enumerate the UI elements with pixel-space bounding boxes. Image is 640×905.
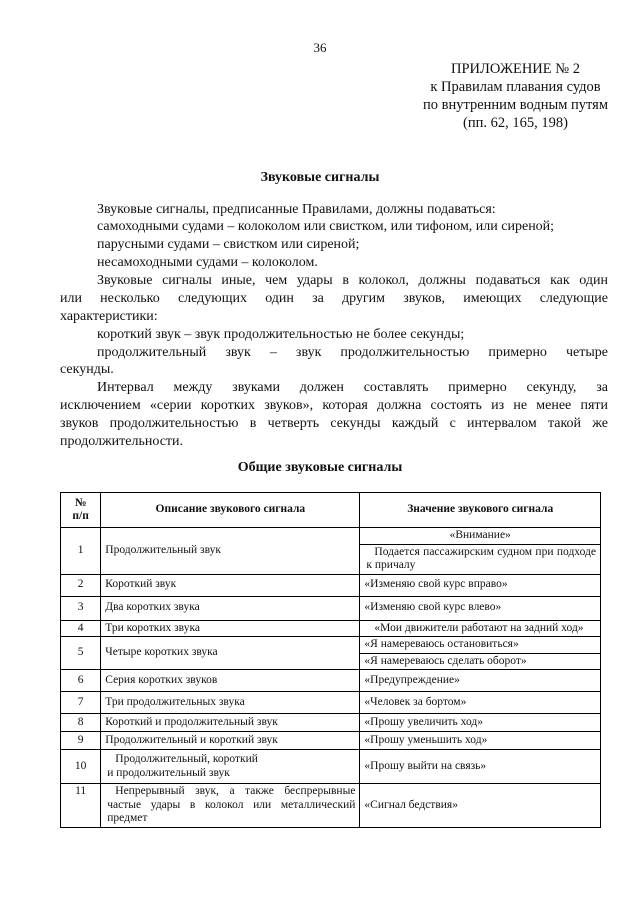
row-description-line-1: Продолжительный, короткий — [115, 753, 258, 765]
row-description: Непрерывный звук, а также беспрерывные частые удары в колокол или металлический предмет — [101, 784, 360, 828]
row-meaning: «Я намереваюсь сделать оборот» — [360, 653, 601, 670]
row-number: 4 — [61, 620, 101, 637]
row-description: Продолжительный и короткий звук — [101, 732, 360, 750]
body-line: Интервал между звуками должен составлять примерно секунду, за — [97, 380, 608, 395]
table-row — [61, 750, 601, 784]
header-number-line-1: № — [74, 496, 87, 509]
header-number — [61, 493, 101, 528]
body-line: исключением «серии коротких звуков», которая должна состоять из не менее пяти — [60, 398, 608, 413]
appendix-line-1: ПРИЛОЖЕНИЕ № 2 — [451, 61, 580, 77]
row-number: 7 — [61, 692, 101, 714]
section-title: Звуковые сигналы — [260, 170, 380, 185]
row-number: 5 — [61, 637, 101, 670]
appendix-line-2: к Правилам плавания судов — [430, 79, 601, 95]
table-row — [61, 784, 601, 828]
row-description: Короткий звук — [101, 574, 360, 596]
row-description: Короткий и продолжительный звук — [101, 714, 360, 732]
body-line: или несколько следующих один за другим звуков, имеющих следующие — [60, 291, 608, 306]
header-number-line-2: п/п — [72, 510, 89, 522]
body-line: самоходными судами – колоколом или свистком, или тифоном, или сиреной; — [97, 219, 555, 234]
row-number: 1 — [61, 528, 101, 575]
row-description — [101, 750, 360, 784]
row-meaning: «Мои движители работают на задний ход» — [360, 620, 601, 637]
row-number: 9 — [61, 732, 101, 750]
row-description: Продолжительный звук — [101, 528, 360, 575]
page-number: 36 — [313, 40, 327, 55]
body-line: продолжительный звук – звук продолжительностью примерно четыре — [97, 345, 608, 360]
appendix-header — [423, 60, 608, 132]
table-title: Общие звуковые сигналы — [237, 460, 403, 475]
row-meaning: «Сигнал бедствия» — [360, 784, 601, 828]
row-number: 11 — [61, 784, 101, 828]
table-row — [61, 692, 601, 714]
table-row — [61, 528, 601, 545]
appendix-line-3: по внутренним водным путям — [422, 97, 608, 113]
row-meaning: Подается пассажирским судном при подходе к причалу — [360, 544, 601, 574]
row-number: 2 — [61, 574, 101, 596]
row-description: Три коротких звука — [101, 620, 360, 637]
table-header-row — [61, 493, 601, 528]
row-meaning: «Прошу увеличить ход» — [360, 714, 601, 732]
header-meaning: Значение звукового сигнала — [360, 493, 601, 528]
body-line: характеристики: — [60, 309, 158, 324]
row-description: Серия коротких звуков — [101, 670, 360, 692]
table-row — [61, 574, 601, 596]
row-meaning: «Изменяю свой курс влево» — [360, 596, 601, 620]
body-line: Звуковые сигналы, предписанные Правилами, должны подаваться: — [97, 202, 496, 217]
table-row — [61, 714, 601, 732]
row-meaning: «Предупреждение» — [360, 670, 601, 692]
row-meaning: «Изменяю свой курс вправо» — [360, 574, 601, 596]
row-number: 3 — [61, 596, 101, 620]
table-row — [61, 596, 601, 620]
body-line: несамоходными судами – колоколом. — [97, 255, 318, 270]
row-meaning: «Внимание» — [360, 528, 601, 545]
body-line: Звуковые сигналы иные, чем удары в колокол, должны подаваться как один — [97, 273, 608, 288]
row-meaning: «Я намереваюсь остановиться» — [360, 637, 601, 654]
row-description: Четыре коротких звука — [101, 637, 360, 670]
row-description-line-2: и продолжительный звук — [107, 766, 230, 779]
header-description: Описание звукового сигнала — [101, 493, 360, 528]
table-row — [61, 620, 601, 637]
table-row — [61, 670, 601, 692]
table-row — [61, 732, 601, 750]
table-row — [61, 637, 601, 654]
row-number: 6 — [61, 670, 101, 692]
body-line: короткий звук – звук продолжительностью не более секунды; — [97, 327, 465, 342]
row-description: Два коротких звука — [101, 596, 360, 620]
appendix-line-4: (пп. 62, 165, 198) — [463, 115, 568, 131]
body-line: парусными судами – свистком или сиреной; — [97, 237, 360, 252]
row-number: 10 — [61, 750, 101, 784]
row-number: 8 — [61, 714, 101, 732]
signals-table — [60, 492, 601, 828]
body-line: секунды. — [60, 362, 114, 377]
row-description: Три продолжительных звука — [101, 692, 360, 714]
row-meaning: «Человек за бортом» — [360, 692, 601, 714]
body-line: продолжительности. — [60, 434, 184, 449]
row-meaning: «Прошу уменьшить ход» — [360, 732, 601, 750]
row-meaning: «Прошу выйти на связь» — [360, 750, 601, 784]
body-line: звуков продолжительностью в четверть секунды каждый с интервалом такой же — [60, 416, 608, 431]
